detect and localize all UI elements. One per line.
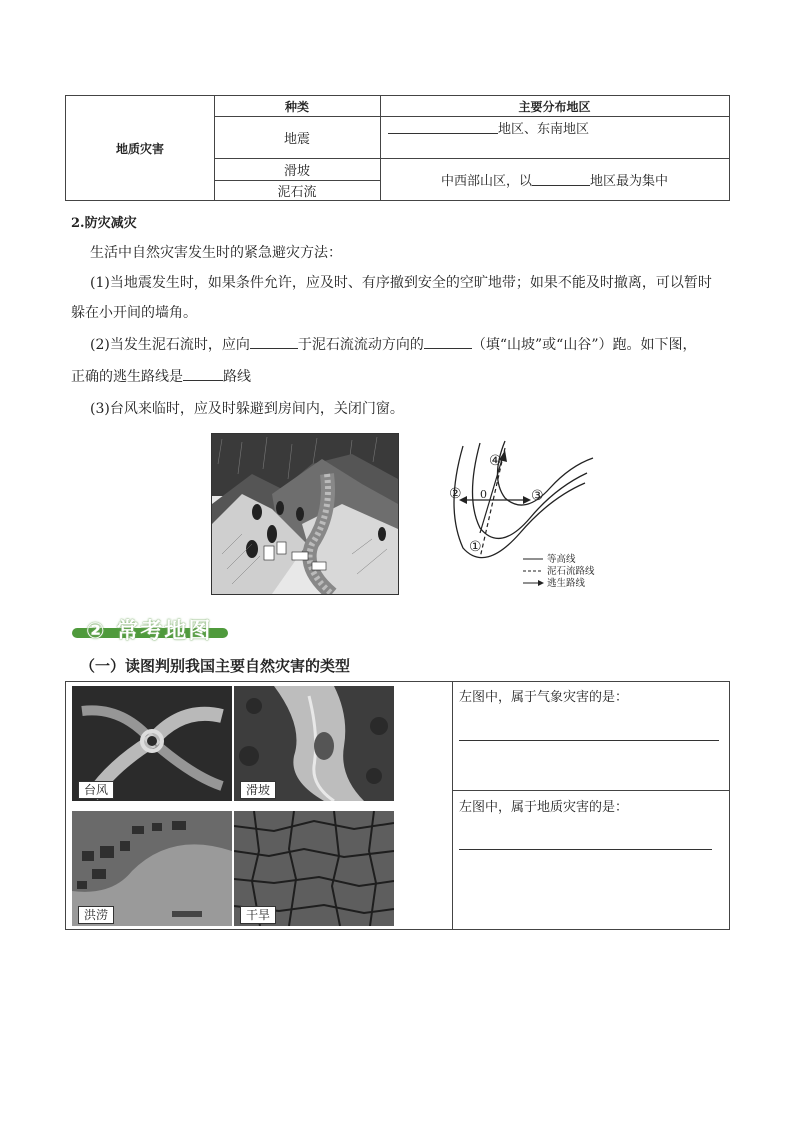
answer-blank[interactable] xyxy=(183,368,223,381)
marker-2: ② xyxy=(449,486,462,502)
marker-4: ④ xyxy=(489,453,502,469)
photo-label-drought: 干旱 xyxy=(240,906,276,924)
item2-line2 xyxy=(71,366,251,386)
origin-label: 0 xyxy=(480,488,487,501)
section-title: 2.防灾减灾 xyxy=(71,216,137,231)
item2-text-b: 于泥石流流动方向的 xyxy=(297,337,424,353)
banner-title-text: 常考地图 xyxy=(116,619,213,644)
disaster-photo-table xyxy=(65,681,730,930)
table-divider xyxy=(452,790,729,791)
answer-blank[interactable] xyxy=(532,173,590,186)
col-header-type: 种类 xyxy=(284,99,309,114)
marker-1: ① xyxy=(469,539,482,555)
legend-debris-flow: 泥石流路线 xyxy=(547,566,595,577)
debris-flow-illustration xyxy=(211,433,399,595)
region-earthquake xyxy=(380,116,729,138)
photo-label-landslide: 滑坡 xyxy=(240,781,276,799)
marker-3: ③ xyxy=(531,488,544,504)
photo-landslide xyxy=(234,686,394,801)
photo-label-typhoon: 台风 xyxy=(78,781,114,799)
banner-number: ② xyxy=(86,619,107,644)
contour-line xyxy=(498,441,594,505)
answer-blank[interactable] xyxy=(424,336,472,349)
photo-drought xyxy=(234,811,394,926)
intro-text: 生活中自然灾害发生时的紧急避灾方法： xyxy=(90,245,342,261)
question-geological: 左图中，属于地质灾害的是： xyxy=(459,800,629,815)
answer-blank[interactable] xyxy=(250,336,298,349)
banner-title xyxy=(86,614,212,645)
subsection-title: （一）读图判别我国主要自然灾害的类型 xyxy=(80,657,351,675)
type-debris-flow: 泥石流 xyxy=(277,184,317,200)
region-shared-prefix: 中西部山区，以 xyxy=(440,173,532,189)
answer-blank[interactable] xyxy=(388,121,498,134)
item2-line2-text-a: 正确的逃生路线是 xyxy=(71,369,183,385)
region-earthquake-text: 地区、东南地区 xyxy=(498,121,590,137)
col-header-region: 主要分布地区 xyxy=(518,99,591,114)
photo-flood xyxy=(72,811,232,926)
photo-typhoon xyxy=(72,686,232,801)
item1-line2: 躲在小开间的墙角。 xyxy=(71,305,197,321)
region-shared-suffix: 地区最为集中 xyxy=(590,173,669,189)
table-divider xyxy=(452,682,453,929)
type-landslide: 滑坡 xyxy=(283,163,310,179)
escape-route-diagram xyxy=(425,438,615,598)
disaster-distribution-table xyxy=(65,95,730,201)
answer-line-meteorological[interactable] xyxy=(459,740,719,741)
row-header-geological: 地质灾害 xyxy=(115,141,164,156)
answer-line-geological[interactable] xyxy=(459,849,712,850)
section-banner xyxy=(72,614,228,644)
item1-line1: (1)当地震发生时，如果条件允许，应及时、有序撤到安全的空旷地带；如果不能及时撤离，可以暂时 xyxy=(90,275,712,291)
legend-contour: 等高线 xyxy=(547,554,576,565)
item2-line2-text-b: 路线 xyxy=(223,369,251,385)
question-meteorological: 左图中，属于气象灾害的是： xyxy=(459,690,629,705)
item3-text: (3)台风来临时，应及时躲避到房间内，关闭门窗。 xyxy=(90,401,404,417)
photo-label-flood: 洪涝 xyxy=(78,906,114,924)
type-earthquake: 地震 xyxy=(283,131,310,147)
item2-text-c: （填“山坡”或“山谷”）跑。如下图， xyxy=(471,337,697,353)
item2-line1 xyxy=(90,334,696,354)
legend-escape: 逃生路线 xyxy=(547,578,586,589)
region-shared xyxy=(380,158,729,200)
item2-text-a: (2)当发生泥石流时，应向 xyxy=(90,337,250,353)
